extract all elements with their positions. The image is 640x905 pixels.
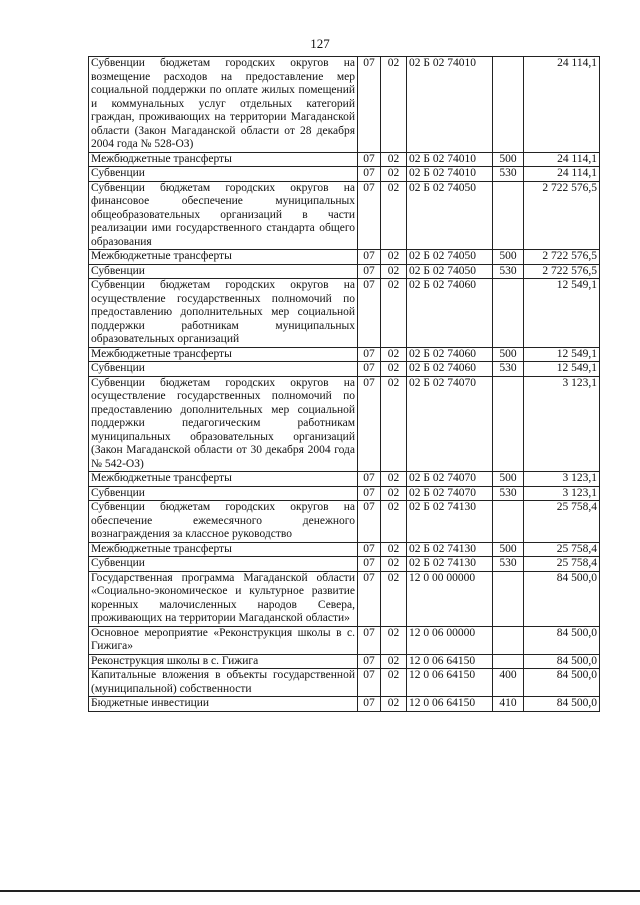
cell-rz: 07 (358, 571, 381, 626)
cell-csr: 02 Б 02 74010 (407, 57, 493, 153)
cell-csr: 02 Б 02 74010 (407, 152, 493, 167)
cell-vr (493, 376, 524, 472)
cell-sum: 12 549,1 (524, 347, 600, 362)
cell-csr: 02 Б 02 74050 (407, 250, 493, 265)
cell-rz: 07 (358, 697, 381, 712)
cell-pr: 02 (381, 347, 407, 362)
cell-csr: 02 Б 02 74060 (407, 347, 493, 362)
cell-vr (493, 626, 524, 654)
cell-sum: 25 758,4 (524, 501, 600, 543)
cell-vr: 530 (493, 486, 524, 501)
cell-vr: 530 (493, 167, 524, 182)
cell-pr: 02 (381, 152, 407, 167)
cell-vr: 400 (493, 669, 524, 697)
cell-name: Субвенции бюджетам городских округов на осуществление государственных полномочий по предоставлению дополнительных мер социальной поддержки работникам муниципальных образовательных организаций (89, 279, 358, 348)
cell-csr: 02 Б 02 74130 (407, 557, 493, 572)
cell-sum: 24 114,1 (524, 57, 600, 153)
cell-name: Субвенции бюджетам городских округов на возмещение расходов на предоставление мер социальной поддержки по оплате жилых помещений и коммунальных услуг отдельных категорий граждан, проживающих на территории Магаданской области (Закон Магаданской области от 28 декабря 2004 года № 528-ОЗ) (89, 57, 358, 153)
cell-vr (493, 654, 524, 669)
cell-vr (493, 571, 524, 626)
cell-pr: 02 (381, 264, 407, 279)
cell-vr: 530 (493, 557, 524, 572)
table-row (89, 152, 600, 167)
cell-vr (493, 181, 524, 250)
cell-csr: 02 Б 02 74050 (407, 181, 493, 250)
cell-pr: 02 (381, 279, 407, 348)
cell-rz: 07 (358, 557, 381, 572)
cell-vr: 530 (493, 264, 524, 279)
cell-name: Межбюджетные трансферты (89, 347, 358, 362)
cell-name: Субвенции (89, 264, 358, 279)
cell-rz: 07 (358, 347, 381, 362)
cell-sum: 12 549,1 (524, 279, 600, 348)
budget-table-body (89, 57, 600, 712)
cell-vr: 500 (493, 542, 524, 557)
cell-rz: 07 (358, 654, 381, 669)
table-row (89, 669, 600, 697)
cell-vr: 410 (493, 697, 524, 712)
table-row (89, 472, 600, 487)
cell-name: Капитальные вложения в объекты государственной (муниципальной) собственности (89, 669, 358, 697)
cell-pr: 02 (381, 557, 407, 572)
cell-pr: 02 (381, 697, 407, 712)
cell-name: Реконструкция школы в с. Гижига (89, 654, 358, 669)
budget-table (88, 56, 600, 712)
cell-csr: 02 Б 02 74070 (407, 376, 493, 472)
cell-rz: 07 (358, 250, 381, 265)
cell-rz: 07 (358, 362, 381, 377)
table-row (89, 376, 600, 472)
cell-pr: 02 (381, 571, 407, 626)
cell-vr: 530 (493, 362, 524, 377)
cell-pr: 02 (381, 167, 407, 182)
cell-rz: 07 (358, 486, 381, 501)
cell-name: Межбюджетные трансферты (89, 152, 358, 167)
table-row (89, 250, 600, 265)
cell-rz: 07 (358, 152, 381, 167)
cell-name: Субвенции бюджетам городских округов на осуществление государственных полномочий по предоставлению дополнительных мер социальной поддержки педагогическим работникам муниципальных образовательных организаций (Закон Магаданской области от 30 декабря 2004 года № 542-ОЗ) (89, 376, 358, 472)
cell-name: Бюджетные инвестиции (89, 697, 358, 712)
cell-name: Государственная программа Магаданской области «Социально-экономическое и культурное развитие коренных малочисленных народов Севера, проживающих на территории Магаданской области» (89, 571, 358, 626)
cell-rz: 07 (358, 181, 381, 250)
cell-csr: 02 Б 02 74060 (407, 362, 493, 377)
table-row (89, 626, 600, 654)
cell-rz: 07 (358, 472, 381, 487)
cell-rz: 07 (358, 167, 381, 182)
cell-pr: 02 (381, 626, 407, 654)
table-row (89, 571, 600, 626)
cell-csr: 02 Б 02 74070 (407, 486, 493, 501)
cell-sum: 3 123,1 (524, 472, 600, 487)
cell-csr: 02 Б 02 74010 (407, 167, 493, 182)
cell-rz: 07 (358, 542, 381, 557)
cell-vr: 500 (493, 250, 524, 265)
table-row (89, 167, 600, 182)
cell-rz: 07 (358, 376, 381, 472)
cell-name: Субвенции бюджетам городских округов на обеспечение ежемесячного денежного вознаграждения за классное руководство (89, 501, 358, 543)
cell-sum: 24 114,1 (524, 152, 600, 167)
table-row (89, 264, 600, 279)
cell-vr: 500 (493, 472, 524, 487)
table-row (89, 501, 600, 543)
cell-rz: 07 (358, 501, 381, 543)
cell-pr: 02 (381, 250, 407, 265)
table-row (89, 57, 600, 153)
cell-sum: 25 758,4 (524, 557, 600, 572)
cell-pr: 02 (381, 472, 407, 487)
table-row (89, 181, 600, 250)
cell-sum: 25 758,4 (524, 542, 600, 557)
cell-csr: 02 Б 02 74070 (407, 472, 493, 487)
cell-pr: 02 (381, 669, 407, 697)
table-row (89, 542, 600, 557)
cell-csr: 12 0 06 00000 (407, 626, 493, 654)
cell-name: Субвенции (89, 167, 358, 182)
cell-sum: 2 722 576,5 (524, 264, 600, 279)
cell-rz: 07 (358, 57, 381, 153)
cell-name: Межбюджетные трансферты (89, 472, 358, 487)
cell-pr: 02 (381, 542, 407, 557)
cell-csr: 12 0 06 64150 (407, 697, 493, 712)
cell-sum: 24 114,1 (524, 167, 600, 182)
cell-pr: 02 (381, 362, 407, 377)
page-bottom-rule (0, 890, 640, 892)
cell-csr: 12 0 06 64150 (407, 654, 493, 669)
cell-csr: 02 Б 02 74130 (407, 501, 493, 543)
table-row (89, 347, 600, 362)
cell-sum: 84 500,0 (524, 669, 600, 697)
cell-name: Субвенции (89, 557, 358, 572)
cell-sum: 3 123,1 (524, 376, 600, 472)
cell-pr: 02 (381, 486, 407, 501)
cell-csr: 02 Б 02 74050 (407, 264, 493, 279)
cell-rz: 07 (358, 279, 381, 348)
table-row (89, 486, 600, 501)
cell-rz: 07 (358, 264, 381, 279)
cell-rz: 07 (358, 669, 381, 697)
cell-name: Основное мероприятие «Реконструкция школы в с. Гижига» (89, 626, 358, 654)
cell-name: Субвенции (89, 486, 358, 501)
page-number: 127 (310, 36, 330, 51)
cell-sum: 84 500,0 (524, 697, 600, 712)
cell-name: Межбюджетные трансферты (89, 542, 358, 557)
cell-csr: 02 Б 02 74060 (407, 279, 493, 348)
cell-sum: 12 549,1 (524, 362, 600, 377)
cell-sum: 84 500,0 (524, 654, 600, 669)
cell-pr: 02 (381, 181, 407, 250)
cell-pr: 02 (381, 57, 407, 153)
cell-csr: 02 Б 02 74130 (407, 542, 493, 557)
table-row (89, 654, 600, 669)
table-row (89, 557, 600, 572)
cell-vr (493, 501, 524, 543)
cell-pr: 02 (381, 376, 407, 472)
cell-sum: 2 722 576,5 (524, 250, 600, 265)
cell-sum: 84 500,0 (524, 571, 600, 626)
table-row (89, 279, 600, 348)
table-row (89, 697, 600, 712)
cell-vr (493, 279, 524, 348)
cell-vr (493, 57, 524, 153)
cell-vr: 500 (493, 347, 524, 362)
cell-pr: 02 (381, 654, 407, 669)
cell-vr: 500 (493, 152, 524, 167)
cell-csr: 12 0 00 00000 (407, 571, 493, 626)
table-row (89, 362, 600, 377)
cell-csr: 12 0 06 64150 (407, 669, 493, 697)
cell-name: Субвенции (89, 362, 358, 377)
cell-sum: 3 123,1 (524, 486, 600, 501)
cell-name: Межбюджетные трансферты (89, 250, 358, 265)
cell-sum: 2 722 576,5 (524, 181, 600, 250)
cell-name: Субвенции бюджетам городских округов на финансовое обеспечение муниципальных общеобразовательных организаций в части реализации ими государственного стандарта общего образования (89, 181, 358, 250)
cell-rz: 07 (358, 626, 381, 654)
cell-pr: 02 (381, 501, 407, 543)
cell-sum: 84 500,0 (524, 626, 600, 654)
